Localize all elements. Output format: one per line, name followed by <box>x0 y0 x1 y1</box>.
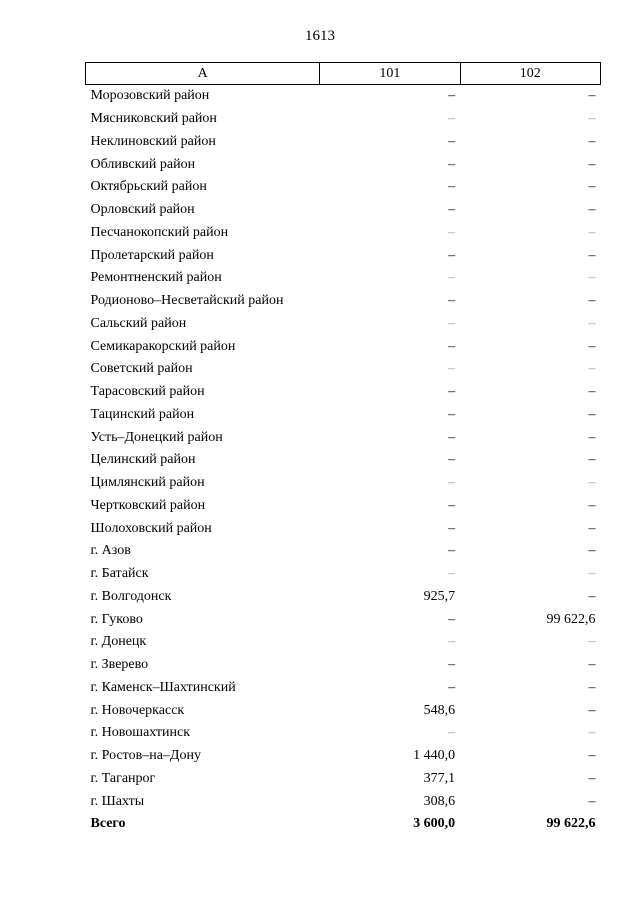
table-row <box>86 426 601 449</box>
row-value-101-cell: – <box>448 247 456 263</box>
row-value-102-cell: – <box>588 247 596 263</box>
row-value-102-cell: – <box>588 384 596 400</box>
table-row <box>86 495 601 518</box>
row-value-101-cell: – <box>448 179 456 195</box>
row-value-102-cell: – <box>588 429 596 445</box>
row-name-cell: г. Азов <box>90 543 131 559</box>
table-row <box>86 472 601 495</box>
row-name-cell: г. Волгодонск <box>90 588 172 604</box>
row-value-102-cell: – <box>588 520 596 536</box>
table-row <box>86 699 601 722</box>
total-value-102-cell: 99 622,6 <box>546 816 596 832</box>
row-value-102-cell: – <box>588 497 596 513</box>
row-value-102-cell: – <box>588 293 596 309</box>
row-value-101-cell: – <box>448 384 456 400</box>
table-row <box>86 677 601 700</box>
row-name-cell: Сальский район <box>90 315 187 331</box>
row-value-102-cell: – <box>588 634 596 650</box>
row-value-102-cell: – <box>588 202 596 218</box>
total-row <box>86 813 601 836</box>
table-row <box>86 790 601 813</box>
row-value-102-cell: – <box>588 156 596 172</box>
column-header-102: 102 <box>460 63 600 85</box>
table-row <box>86 608 601 631</box>
row-value-101-cell: – <box>448 429 456 445</box>
row-value-101-cell: 548,6 <box>423 702 456 718</box>
row-name-cell: Усть–Донецкий район <box>90 429 223 445</box>
row-value-101-cell: – <box>448 475 456 491</box>
table-row <box>86 222 601 245</box>
row-name-cell: Советский район <box>90 361 193 377</box>
row-value-102-cell: – <box>588 566 596 582</box>
row-value-101-cell: – <box>448 452 456 468</box>
row-value-101-cell: – <box>448 111 456 127</box>
table-row <box>86 631 601 654</box>
row-value-101-cell: – <box>448 202 456 218</box>
table-row <box>86 517 601 540</box>
row-value-101-cell: – <box>448 679 456 695</box>
row-name-cell: Цимлянский район <box>90 475 205 491</box>
table-row <box>86 85 601 108</box>
row-value-102-cell: – <box>588 748 596 764</box>
row-name-cell: Обливский район <box>90 156 196 172</box>
row-name-cell: Тарасовский район <box>90 384 205 400</box>
row-name-cell: Пролетарский район <box>90 247 214 263</box>
row-value-102-cell: – <box>588 224 596 240</box>
row-name-cell: г. Таганрог <box>90 770 156 786</box>
row-value-101-cell: – <box>448 611 456 627</box>
row-name-cell: г. Батайск <box>90 566 149 582</box>
table-row <box>86 540 601 563</box>
row-value-102-cell: – <box>588 270 596 286</box>
row-name-cell: Мясниковский район <box>90 111 217 127</box>
table-header-row <box>86 63 601 85</box>
row-value-101-cell: – <box>448 634 456 650</box>
table-body <box>86 85 601 836</box>
table-row <box>86 108 601 131</box>
row-value-101-cell: – <box>448 406 456 422</box>
table-row <box>86 745 601 768</box>
row-name-cell: Песчанокопский район <box>90 224 229 240</box>
row-value-101-cell: – <box>448 338 456 354</box>
row-value-102-cell: – <box>588 133 596 149</box>
table-row <box>86 563 601 586</box>
table-row <box>86 654 601 677</box>
row-value-102-cell: – <box>588 702 596 718</box>
total-value-101-cell: 3 600,0 <box>413 816 456 832</box>
total-label-cell: Всего <box>90 816 126 832</box>
row-name-cell: г. Гуково <box>90 611 143 627</box>
table-row <box>86 313 601 336</box>
row-name-cell: Шолоховский район <box>90 520 212 536</box>
row-value-101-cell: – <box>448 520 456 536</box>
row-value-102-cell: – <box>588 111 596 127</box>
row-name-cell: Семикаракорский район <box>90 338 236 354</box>
row-value-102-cell: – <box>588 657 596 673</box>
table-row <box>86 768 601 791</box>
row-name-cell: Тацинский район <box>90 406 195 422</box>
row-value-102-cell: – <box>588 725 596 741</box>
table-row <box>86 449 601 472</box>
table-row <box>86 586 601 609</box>
row-value-102-cell: – <box>588 793 596 809</box>
row-value-101-cell: – <box>448 88 456 104</box>
table-row <box>86 404 601 427</box>
column-header-a: А <box>86 63 320 85</box>
row-value-101-cell: – <box>448 315 456 331</box>
row-value-102-cell: – <box>588 406 596 422</box>
row-name-cell: г. Шахты <box>90 793 145 809</box>
row-value-102-cell: – <box>588 588 596 604</box>
row-name-cell: Неклиновский район <box>90 133 216 149</box>
row-name-cell: Родионово–Несветайский район <box>90 293 284 309</box>
row-value-101-cell: 1 440,0 <box>413 748 456 764</box>
page-number: 1613 <box>305 28 335 44</box>
table-row <box>86 358 601 381</box>
row-value-102-cell: – <box>588 452 596 468</box>
row-value-101-cell: – <box>448 543 456 559</box>
row-value-101-cell: 925,7 <box>423 588 456 604</box>
row-name-cell: Ремонтненский район <box>90 270 222 286</box>
row-value-102-cell: – <box>588 770 596 786</box>
table-row <box>86 244 601 267</box>
table-row <box>86 199 601 222</box>
row-value-101-cell: – <box>448 361 456 377</box>
row-value-102-cell: – <box>588 679 596 695</box>
data-table <box>85 62 601 836</box>
table-row <box>86 335 601 358</box>
row-value-102-cell: – <box>588 338 596 354</box>
row-value-102-cell: – <box>588 475 596 491</box>
row-name-cell: г. Новочеркасск <box>90 702 185 718</box>
row-name-cell: Целинский район <box>90 452 196 468</box>
table-row <box>86 153 601 176</box>
row-value-101-cell: 377,1 <box>423 770 456 786</box>
row-name-cell: г. Новошахтинск <box>90 725 191 741</box>
row-name-cell: г. Донецк <box>90 634 147 650</box>
row-value-101-cell: – <box>448 293 456 309</box>
row-value-102-cell: – <box>588 88 596 104</box>
row-value-101-cell: – <box>448 133 456 149</box>
row-value-101-cell: 308,6 <box>423 793 456 809</box>
row-value-101-cell: – <box>448 725 456 741</box>
row-name-cell: Орловский район <box>90 202 195 218</box>
row-name-cell: Чертковский район <box>90 497 206 513</box>
row-name-cell: г. Каменск–Шахтинский <box>90 679 236 695</box>
row-value-101-cell: – <box>448 270 456 286</box>
row-value-101-cell: – <box>448 497 456 513</box>
row-value-102-cell: – <box>588 543 596 559</box>
row-value-102-cell: – <box>588 179 596 195</box>
table-row <box>86 290 601 313</box>
row-name-cell: г. Зверево <box>90 657 149 673</box>
row-value-102-cell: 99 622,6 <box>546 611 596 627</box>
table-row <box>86 131 601 154</box>
row-value-102-cell: – <box>588 315 596 331</box>
row-name-cell: г. Ростов–на–Дону <box>90 748 201 764</box>
table-row <box>86 267 601 290</box>
row-value-101-cell: – <box>448 657 456 673</box>
row-name-cell: Морозовский район <box>90 88 210 104</box>
row-value-101-cell: – <box>448 566 456 582</box>
row-value-101-cell: – <box>448 224 456 240</box>
column-header-101: 101 <box>320 63 460 85</box>
row-value-102-cell: – <box>588 361 596 377</box>
row-value-101-cell: – <box>448 156 456 172</box>
table-row <box>86 381 601 404</box>
table-row <box>86 176 601 199</box>
row-name-cell: Октябрьский район <box>90 179 207 195</box>
table-row <box>86 722 601 745</box>
